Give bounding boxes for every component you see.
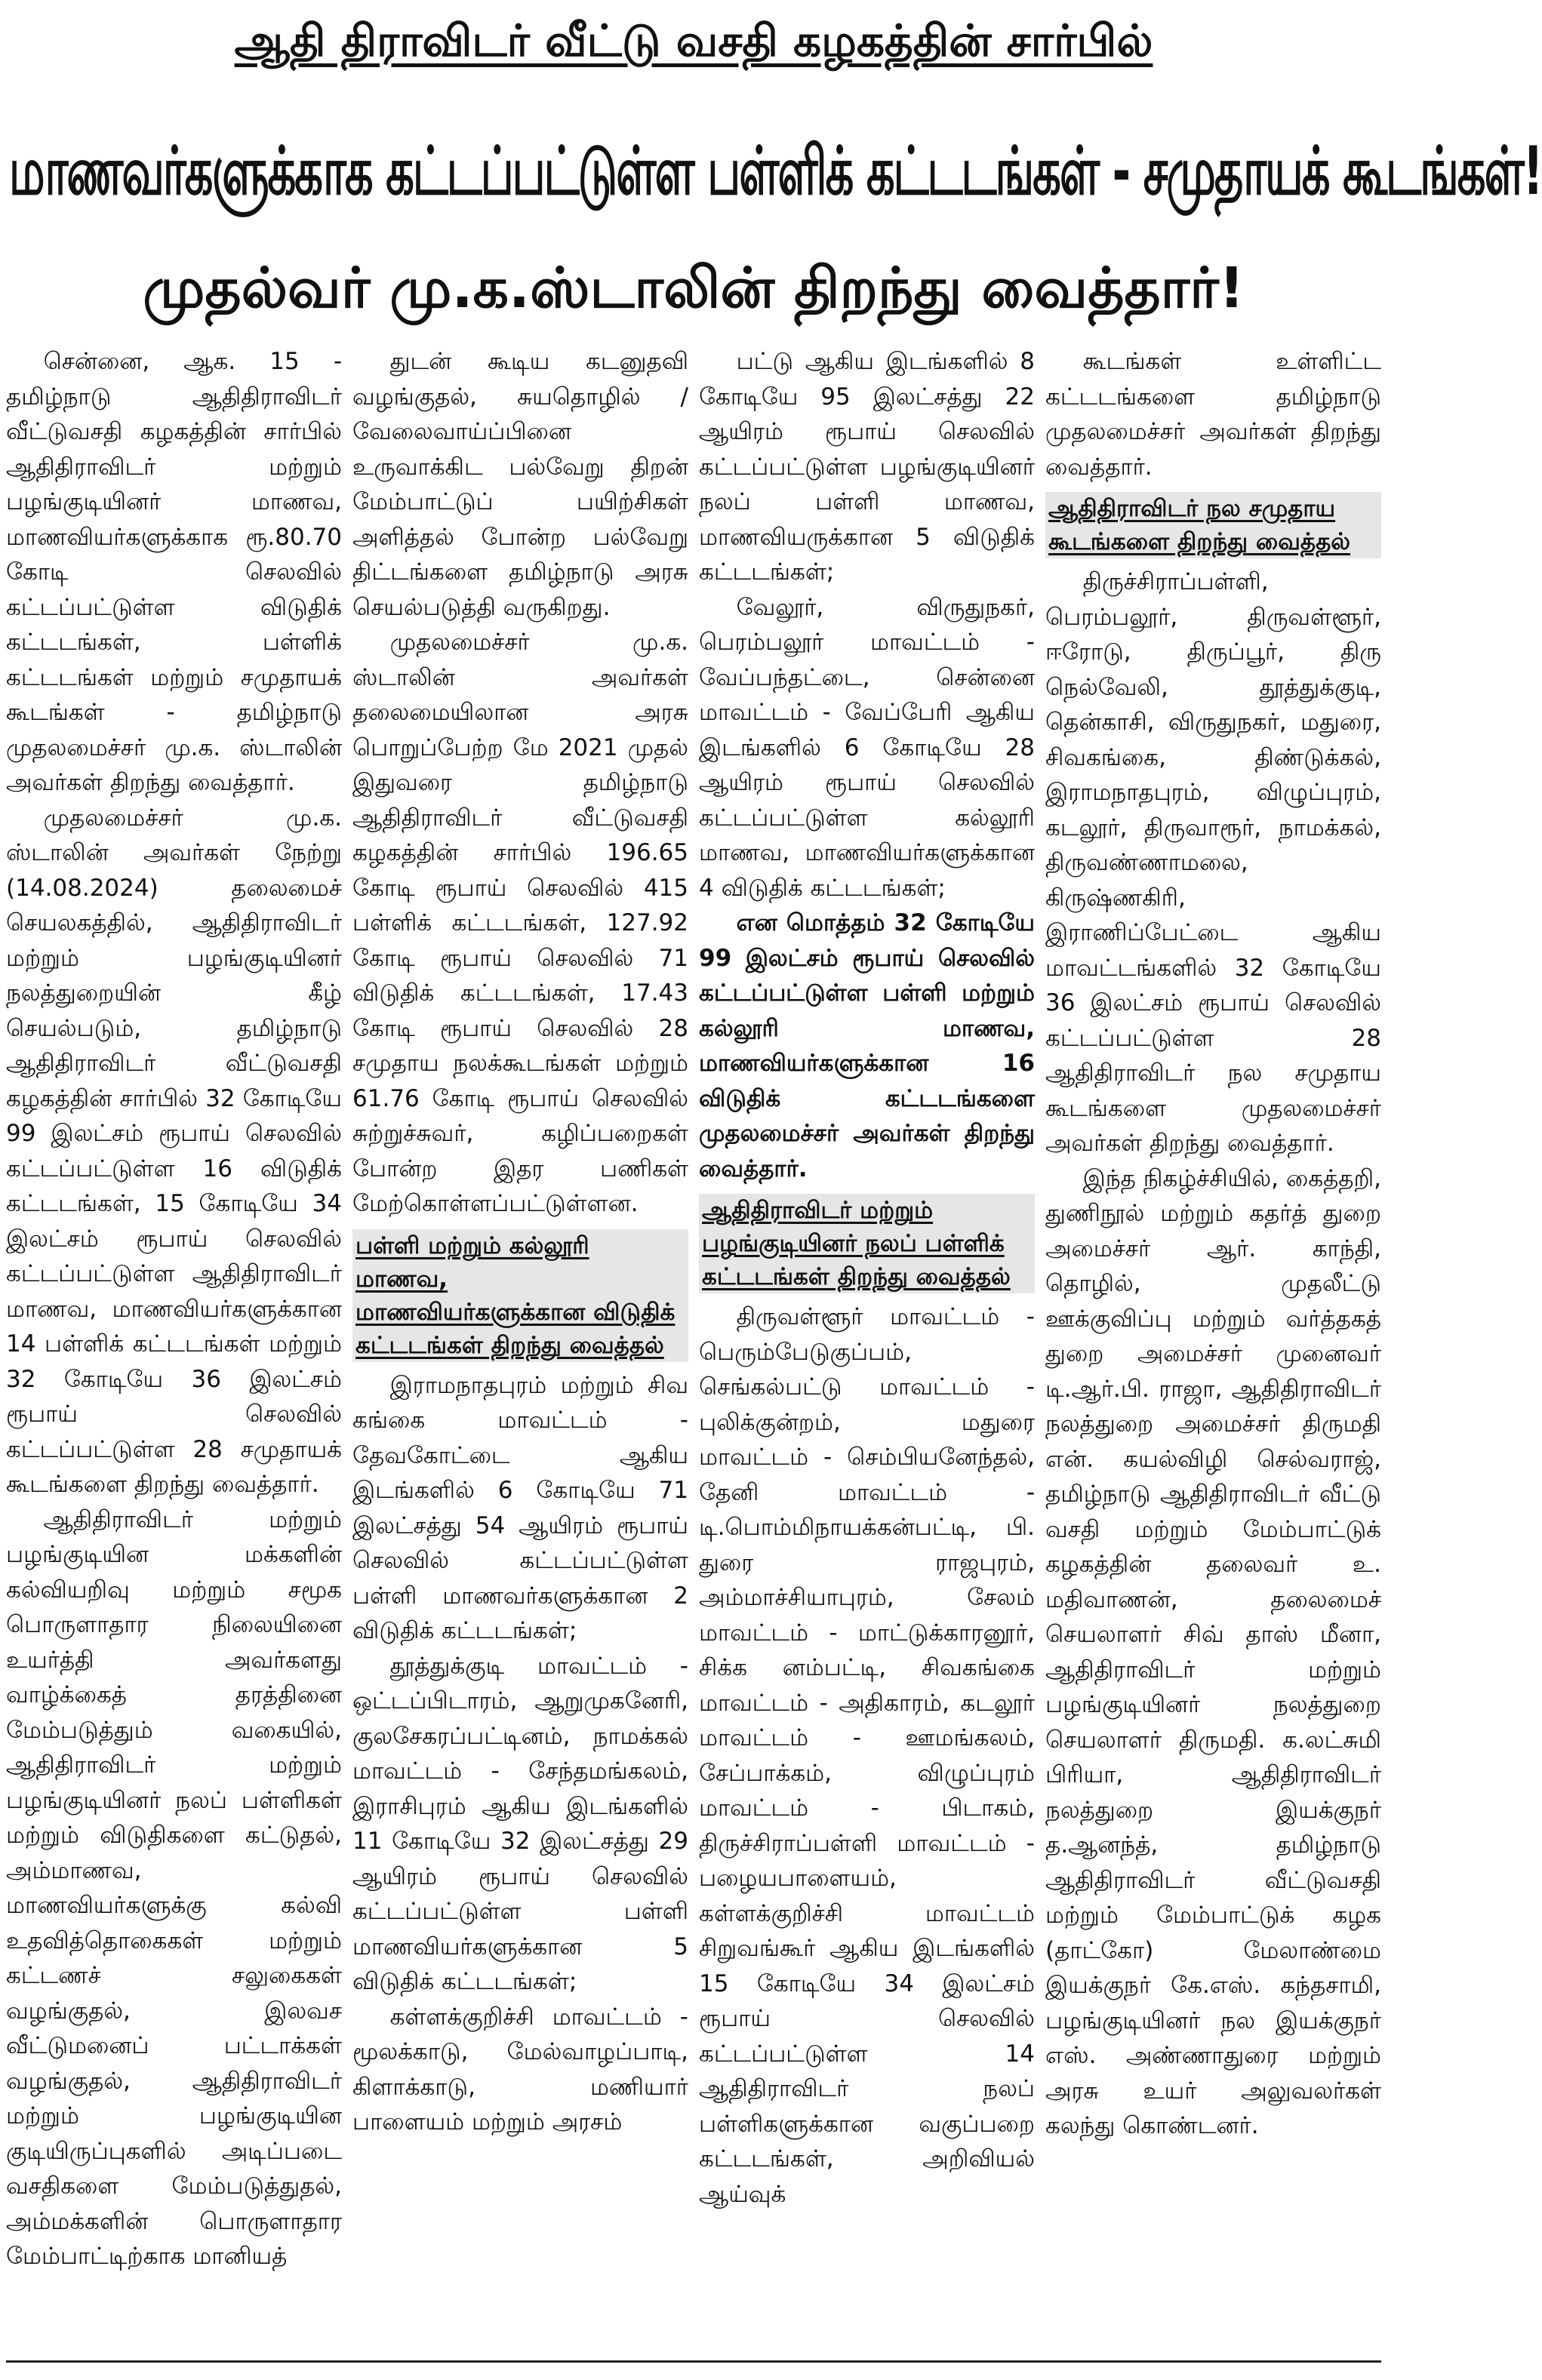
kicker-line (0, 5, 1387, 77)
article-column-3 (699, 344, 1035, 2351)
paragraph: வேலூர், விருதுநகர், பெரம்பலூர் மாவட்டம் - வேப்பந்தட்டை, சென்னை மாவட்டம் - வேப்பேரி ஆகிய இடங்களில் 6 கோடியே 28 ஆயிரம் ரூபாய் செலவில் கட்டப்பட்டுள்ள கல்லூரி மாணவ, மாணவியர்களுக்கான 4 விடுதிக் கட்டடங்கள்; (699, 593, 1035, 902)
subheadline: முதல்வர் மு.க.ஸ்டாலின் திறந்து வைத்தார்! (143, 256, 1245, 321)
paragraph: இராமநாதபுரம் மற்றும் சிவ கங்கை மாவட்டம் - தேவகோட்டை ஆகிய இடங்களில் 6 கோடியே 71 இலட்சத்து 54 ஆயிரம் ரூபாய் செலவில் கட்டப்பட்டுள்ள பள்ளி மாணவர்களுக்கான 2 விடுதிக் கட்டடங்கள்; (352, 1371, 688, 1644)
paragraph: திருச்சிராப்பள்ளி, பெரம்பலூர், திருவள்ளூர், ஈரோடு, திருப்பூர், திரு நெல்வேலி, தூத்துக்குடி, தென்காசி, விருதுநகர், மதுரை, சிவகங்கை, திண்டுக்கல், இராமநாதபுரம், விழுப்புரம், கடலூர், திருவாரூர், நாமக்கல், திருவண்ணாமலை, கிருஷ்ணகிரி, இராணிப்பேட்டை ஆகிய மாவட்டங்களில் 32 கோடியே 36 இலட்சம் ரூபாய் செலவில் கட்டப்பட்டுள்ள 28 ஆதிதிராவிடர் நல சமுதாய கூடங்களை முதலமைச்சர் அவர்கள் திறந்து வைத்தார். (1045, 568, 1381, 1157)
paragraph: ஆதிதிராவிடர் மற்றும் பழங்குடியின மக்களின் கல்வியறிவு மற்றும் சமூக பொருளாதார நிலையினை உயர்த்தி அவர்களது வாழ்க்கைத் தரத்தினை மேம்படுத்தும் வகையில், ஆதிதிராவிடர் மற்றும் பழங்குடியினர் நலப் பள்ளிகள் மற்றும் விடுதிகளை கட்டுதல், அம்மாணவ, மாணவியர்களுக்கு கல்வி உதவித்தொகைகள் மற்றும் கட்டணச் சலுகைகள் வழங்குதல், இலவச வீட்டுமனைப் பட்டாக்கள் வழங்குதல், ஆதிதிராவிடர் மற்றும் பழங்குடியின குடியிருப்புகளில் அடிப்படை வசதிகளை மேம்படுத்துதல், அம்மக்களின் பொருளாதார மேம்பாட்டிற்காக மானியத் (6, 1505, 342, 2270)
section-heading-schools (699, 1194, 1035, 1293)
section-heading-text: ஆதிதிராவிடர் மற்றும் பழங்குடியினர் நலப் பள்ளிக் கட்டடங்கள் திறந்து வைத்தல் (702, 1197, 1011, 1290)
bottom-divider (6, 2360, 1381, 2363)
paragraph: திருவள்ளூர் மாவட்டம் - பெரும்பேடுகுப்பம், செங்கல்பட்டு மாவட்டம் - புலிக்குன்றம், மதுரை மாவட்டம் - செம்பியனேந்தல், தேனி மாவட்டம் - டி.பொம்மிநாயக்கன்பட்டி, பி. துரை ராஜபுரம், அம்மாச்சியாபுரம், சேலம் மாவட்டம் - மாட்டுக்காரனூர், சிக்க னம்பட்டி, சிவகங்கை மாவட்டம் - அதிகாரம், கடலூர் மாவட்டம் - ஊமங்கலம், சேப்பாக்கம், விழுப்புரம் மாவட்டம் - பிடாகம், திருச்சிராப்பள்ளி மாவட்டம் - பழையபாளையம், கள்ளக்குறிச்சி மாவட்டம் சிறுவங்கூர் ஆகிய இடங்களில் 15 கோடியே 34 இலட்சம் ரூபாய் செலவில் கட்டப்பட்டுள்ள 14 ஆதிதிராவிடர் நலப் பள்ளிகளுக்கான வகுப்பறை கட்டடங்கள், அறிவியல் ஆய்வுக் (699, 1303, 1035, 2208)
article-column-2 (352, 344, 688, 2351)
paragraph: தூத்துக்குடி மாவட்டம் - ஒட்டப்பிடாரம், ஆறுமுகனேரி, குலசேகரப்பட்டினம், நாமக்கல் மாவட்டம் - சேந்தமங்கலம், இராசிபுரம் ஆகிய இடங்களில் 11 கோடியே 32 இலட்சத்து 29 ஆயிரம் ரூபாய் செலவில் கட்டப்பட்டுள்ள பள்ளி மாணவியர்களுக்கான 5 விடுதிக் கட்டடங்கள்; (352, 1652, 688, 1995)
paragraph: முதலமைச்சர் மு.க. ஸ்டாலின் அவர்கள் தலைமையிலான அரசு பொறுப்பேற்ற மே 2021 முதல் இதுவரை தமிழ்நாடு ஆதிதிராவிடர் வீட்டுவசதி கழகத்தின் சார்பில் 196.65 கோடி ரூபாய் செலவில் 415 பள்ளிக் கட்டடங்கள், 127.92 கோடி ரூபாய் செலவில் 71 விடுதிக் கட்டடங்கள், 17.43 கோடி ரூபாய் செலவில் 28 சமுதாய நலக்கூடங்கள் மற்றும் 61.76 கோடி ரூபாய் செலவில் சுற்றுச்சுவர், கழிப்பறைகள் போன்ற இதர பணிகள் மேற்கொள்ளப்பட்டுள்ளன. (352, 629, 688, 1217)
kicker-text: ஆதி திராவிடர் வீட்டு வசதி கழகத்தின் சார்பில் (234, 15, 1153, 66)
summary-paragraph: என மொத்தம் 32 கோடியே 99 இலட்சம் ரூபாய் செலவில் கட்டப்பட்டுள்ள பள்ளி மற்றும் கல்லூரி மாணவ, மாணவியர்களுக்கான 16 விடுதிக் கட்டடங்களை முதலமைச்சர் அவர்கள் திறந்து வைத்தார். (699, 909, 1035, 1182)
section-heading-text: பள்ளி மற்றும் கல்லூரி மாணவ, மாணவியர்களுக்கான விடுதிக் கட்டடங்கள் திறந்து வைத்தல் (355, 1232, 676, 1359)
section-heading-community-halls (1045, 492, 1381, 558)
section-heading-hostels (352, 1229, 688, 1362)
paragraph: இந்த நிகழ்ச்சியில், கைத்தறி, துணிநூல் மற்றும் கதர்த் துறை அமைச்சர் ஆர். காந்தி, தொழில், முதலீட்டு ஊக்குவிப்பு மற்றும் வர்த்தகத் துறை அமைச்சர் முனைவர் டி.ஆர்.பி. ராஜா, ஆதிதிராவிடர் நலத்துறை அமைச்சர் திருமதி என். கயல்விழி செல்வராஜ், தமிழ்நாடு ஆதிதிராவிடர் வீட்டு வசதி மற்றும் மேம்பாட்டுக் கழகத்தின் தலைவர் உ. மதிவாணன், தலைமைச் செயலாளர் சிவ் தாஸ் மீனா, ஆதிதிராவிடர் மற்றும் பழங்குடியினர் நலத்துறை செயலாளர் திருமதி. க.லட்சுமி பிரியா, ஆதிதிராவிடர் நலத்துறை இயக்குநர் த.ஆனந்த், தமிழ்நாடு ஆதிதிராவிடர் வீட்டுவசதி மற்றும் மேம்பாட்டுக் கழக (தாட்கோ) மேலாண்மை இயக்குநர் கே.எஸ். கந்தசாமி, பழங்குடியினர் நல இயக்குநர் எஸ். அண்ணாதுரை மற்றும் அரசு உயர் அலுவலர்கள் கலந்து கொண்டனர். (1045, 1164, 1381, 2139)
article-body (6, 344, 1381, 2351)
paragraph: பட்டு ஆகிய இடங்களில் 8 கோடியே 95 இலட்சத்து 22 ஆயிரம் ரூபாய் செலவில் கட்டப்பட்டுள்ள பழங்குடியினர் நலப் பள்ளி மாணவ, மாணவியருக்கான 5 விடுதிக் கட்டடங்கள்; (699, 348, 1035, 586)
main-headline: மாணவர்களுக்காக கட்டப்பட்டுள்ள பள்ளிக் கட்டடங்கள் - சமுதாயக் கூடங்கள்! (9, 131, 1542, 210)
section-heading-text: ஆதிதிராவிடர் நல சமுதாய கூடங்களை திறந்து வைத்தல் (1048, 495, 1351, 555)
article-column-4 (1045, 344, 1381, 2351)
paragraph: கூடங்கள் உள்ளிட்ட கட்டடங்களை தமிழ்நாடு முதலமைச்சர் அவர்கள் திறந்து வைத்தார். (1045, 348, 1381, 481)
article-column-1 (6, 344, 342, 2351)
paragraph: கள்ளக்குறிச்சி மாவட்டம் - மூலக்காடு, மேல்வாழப்பாடி, கிளாக்காடு, மணியார் பாளையம் மற்றும் அரசம் (352, 2003, 688, 2136)
paragraph: சென்னை, ஆக. 15 - தமிழ்நாடு ஆதிதிராவிடர் வீட்டுவசதி கழகத்தின் சார்பில் ஆதிதிராவிடர் மற்றும் பழங்குடியினர் மாணவ, மாணவியர்களுக்காக ரூ.80.70 கோடி செலவில் கட்டப்பட்டுள்ள விடுதிக் கட்டடங்கள், பள்ளிக் கட்டடங்கள் மற்றும் சமுதாயக் கூடங்கள் - தமிழ்நாடு முதலமைச்சர் மு.க. ஸ்டாலின் அவர்கள் திறந்து வைத்தார். (6, 348, 342, 796)
paragraph: முதலமைச்சர் மு.க. ஸ்டாலின் அவர்கள் நேற்று (14.08.2024) தலைமைச் செயலகத்தில், ஆதிதிராவிடர் மற்றும் பழங்குடியினர் நலத்துறையின் கீழ் செயல்படும், தமிழ்நாடு ஆதிதிராவிடர் வீட்டுவசதி கழகத்தின் சார்பில் 32 கோடியே 99 இலட்சம் ரூபாய் செலவில் கட்டப்பட்டுள்ள 16 விடுதிக் கட்டடங்கள், 15 கோடியே 34 இலட்சம் ரூபாய் செலவில் கட்டப்பட்டுள்ள ஆதிதிராவிடர் மாணவ, மாணவியர்களுக்கான 14 பள்ளிக் கட்டடங்கள் மற்றும் 32 கோடியே 36 இலட்சம் ரூபாய் செலவில் கட்டப்பட்டுள்ள 28 சமுதாயக் கூடங்களை திறந்து வைத்தார். (6, 804, 342, 1498)
paragraph: துடன் கூடிய கடனுதவி வழங்குதல், சுயதொழில் / வேலைவாய்ப்பினை உருவாக்கிட பல்வேறு திறன் மேம்பாட்டுப் பயிற்சிகள் அளித்தல் போன்ற பல்வேறு திட்டங்களை தமிழ்நாடு அரசு செயல்படுத்தி வருகிறது. (352, 348, 688, 621)
